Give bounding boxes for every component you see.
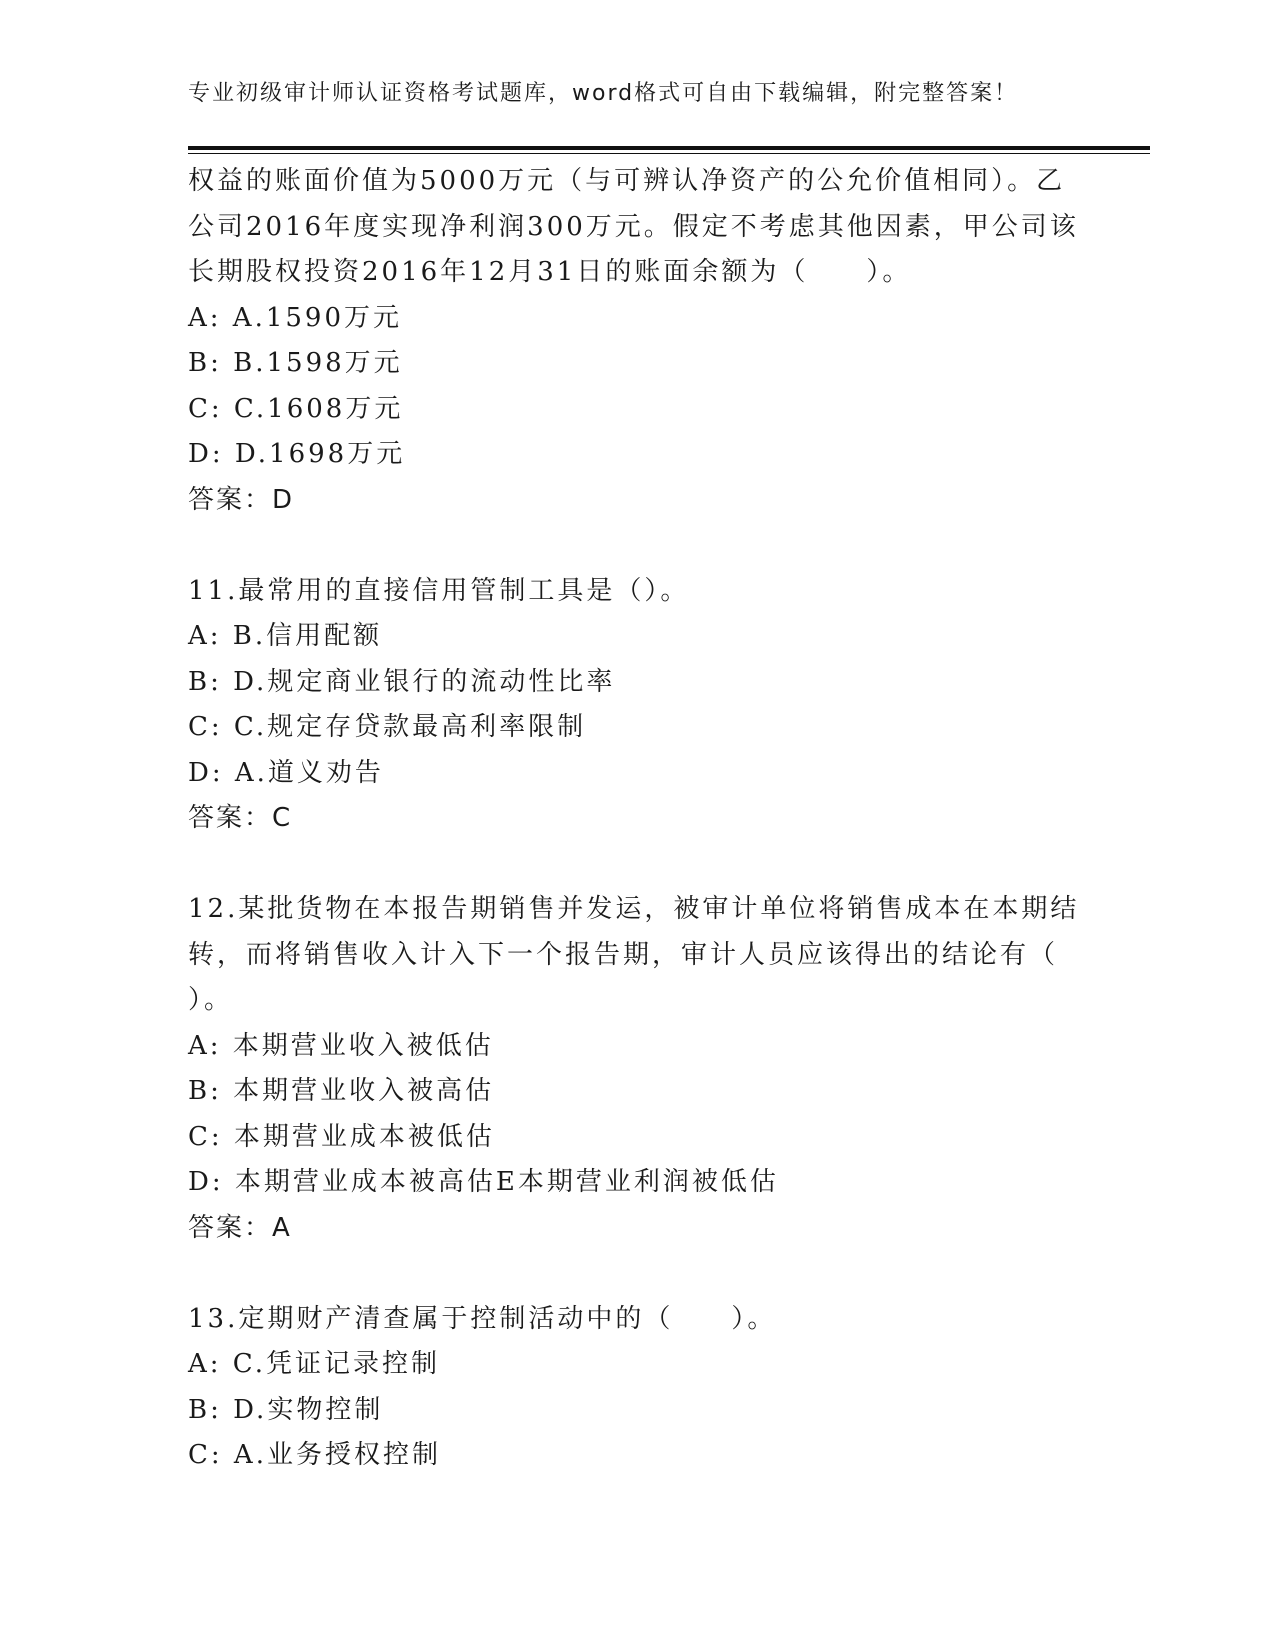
question-text: 13.定期财产清查属于控制活动中的（ ）。 [188, 1303, 777, 1334]
header-rule-thin [188, 153, 1150, 154]
answer: 答案：C [188, 803, 293, 833]
question-13 [188, 1297, 1088, 1479]
question-text: 长期股权投资2016年12月31日的账面余额为（ ）。 [188, 257, 912, 287]
page-header: 专业初级审计师认证资格考试题库，word格式可自由下载编辑，附完整答案！ [188, 81, 1019, 106]
question-text: 转，而将销售收入计入下一个报告期，审计人员应该得出的结论有（ [188, 939, 1059, 970]
option-c: C: 本期营业成本被低估 [188, 1121, 495, 1152]
option-a: A: C.凭证记录控制 [188, 1349, 441, 1379]
document-body [188, 159, 1088, 1479]
option-c: C: C.1608万元 [188, 393, 404, 424]
question-11 [188, 569, 1088, 842]
header-rule-thick [188, 146, 1150, 150]
question-12 [188, 887, 1088, 1251]
option-b: B: B.1598万元 [188, 348, 403, 378]
option-d: D: A.道义劝告 [188, 757, 384, 788]
question-text: ）。 [188, 985, 234, 1015]
option-b: B: D.规定商业银行的流动性比率 [188, 666, 616, 697]
option-c: C: A.业务授权控制 [188, 1440, 441, 1470]
option-a: A: B.信用配额 [188, 621, 383, 651]
option-a: A: A.1590万元 [188, 302, 403, 333]
question-10 [188, 159, 1088, 523]
option-d: D: D.1698万元 [188, 439, 406, 469]
question-text: 公司2016年度实现净利润300万元。假定不考虑其他因素，甲公司该 [188, 211, 1079, 242]
answer: 答案：A [188, 1212, 292, 1243]
question-text: 11.最常用的直接信用管制工具是（）。 [188, 575, 690, 606]
option-b: B: D.实物控制 [188, 1394, 384, 1425]
option-d: D: 本期营业成本被高估E本期营业利润被低估 [188, 1167, 779, 1197]
question-text: 12.某批货物在本报告期销售并发运，被审计单位将销售成本在本期结 [188, 894, 1080, 924]
option-b: B: 本期营业收入被高估 [188, 1076, 495, 1106]
option-c: C: C.规定存贷款最高利率限制 [188, 712, 587, 742]
answer: 答案：D [188, 484, 295, 515]
question-text: 权益的账面价值为5000万元（与可辨认净资产的公允价值相同）。乙 [188, 166, 1066, 196]
option-a: A: 本期营业收入被低估 [188, 1030, 494, 1061]
